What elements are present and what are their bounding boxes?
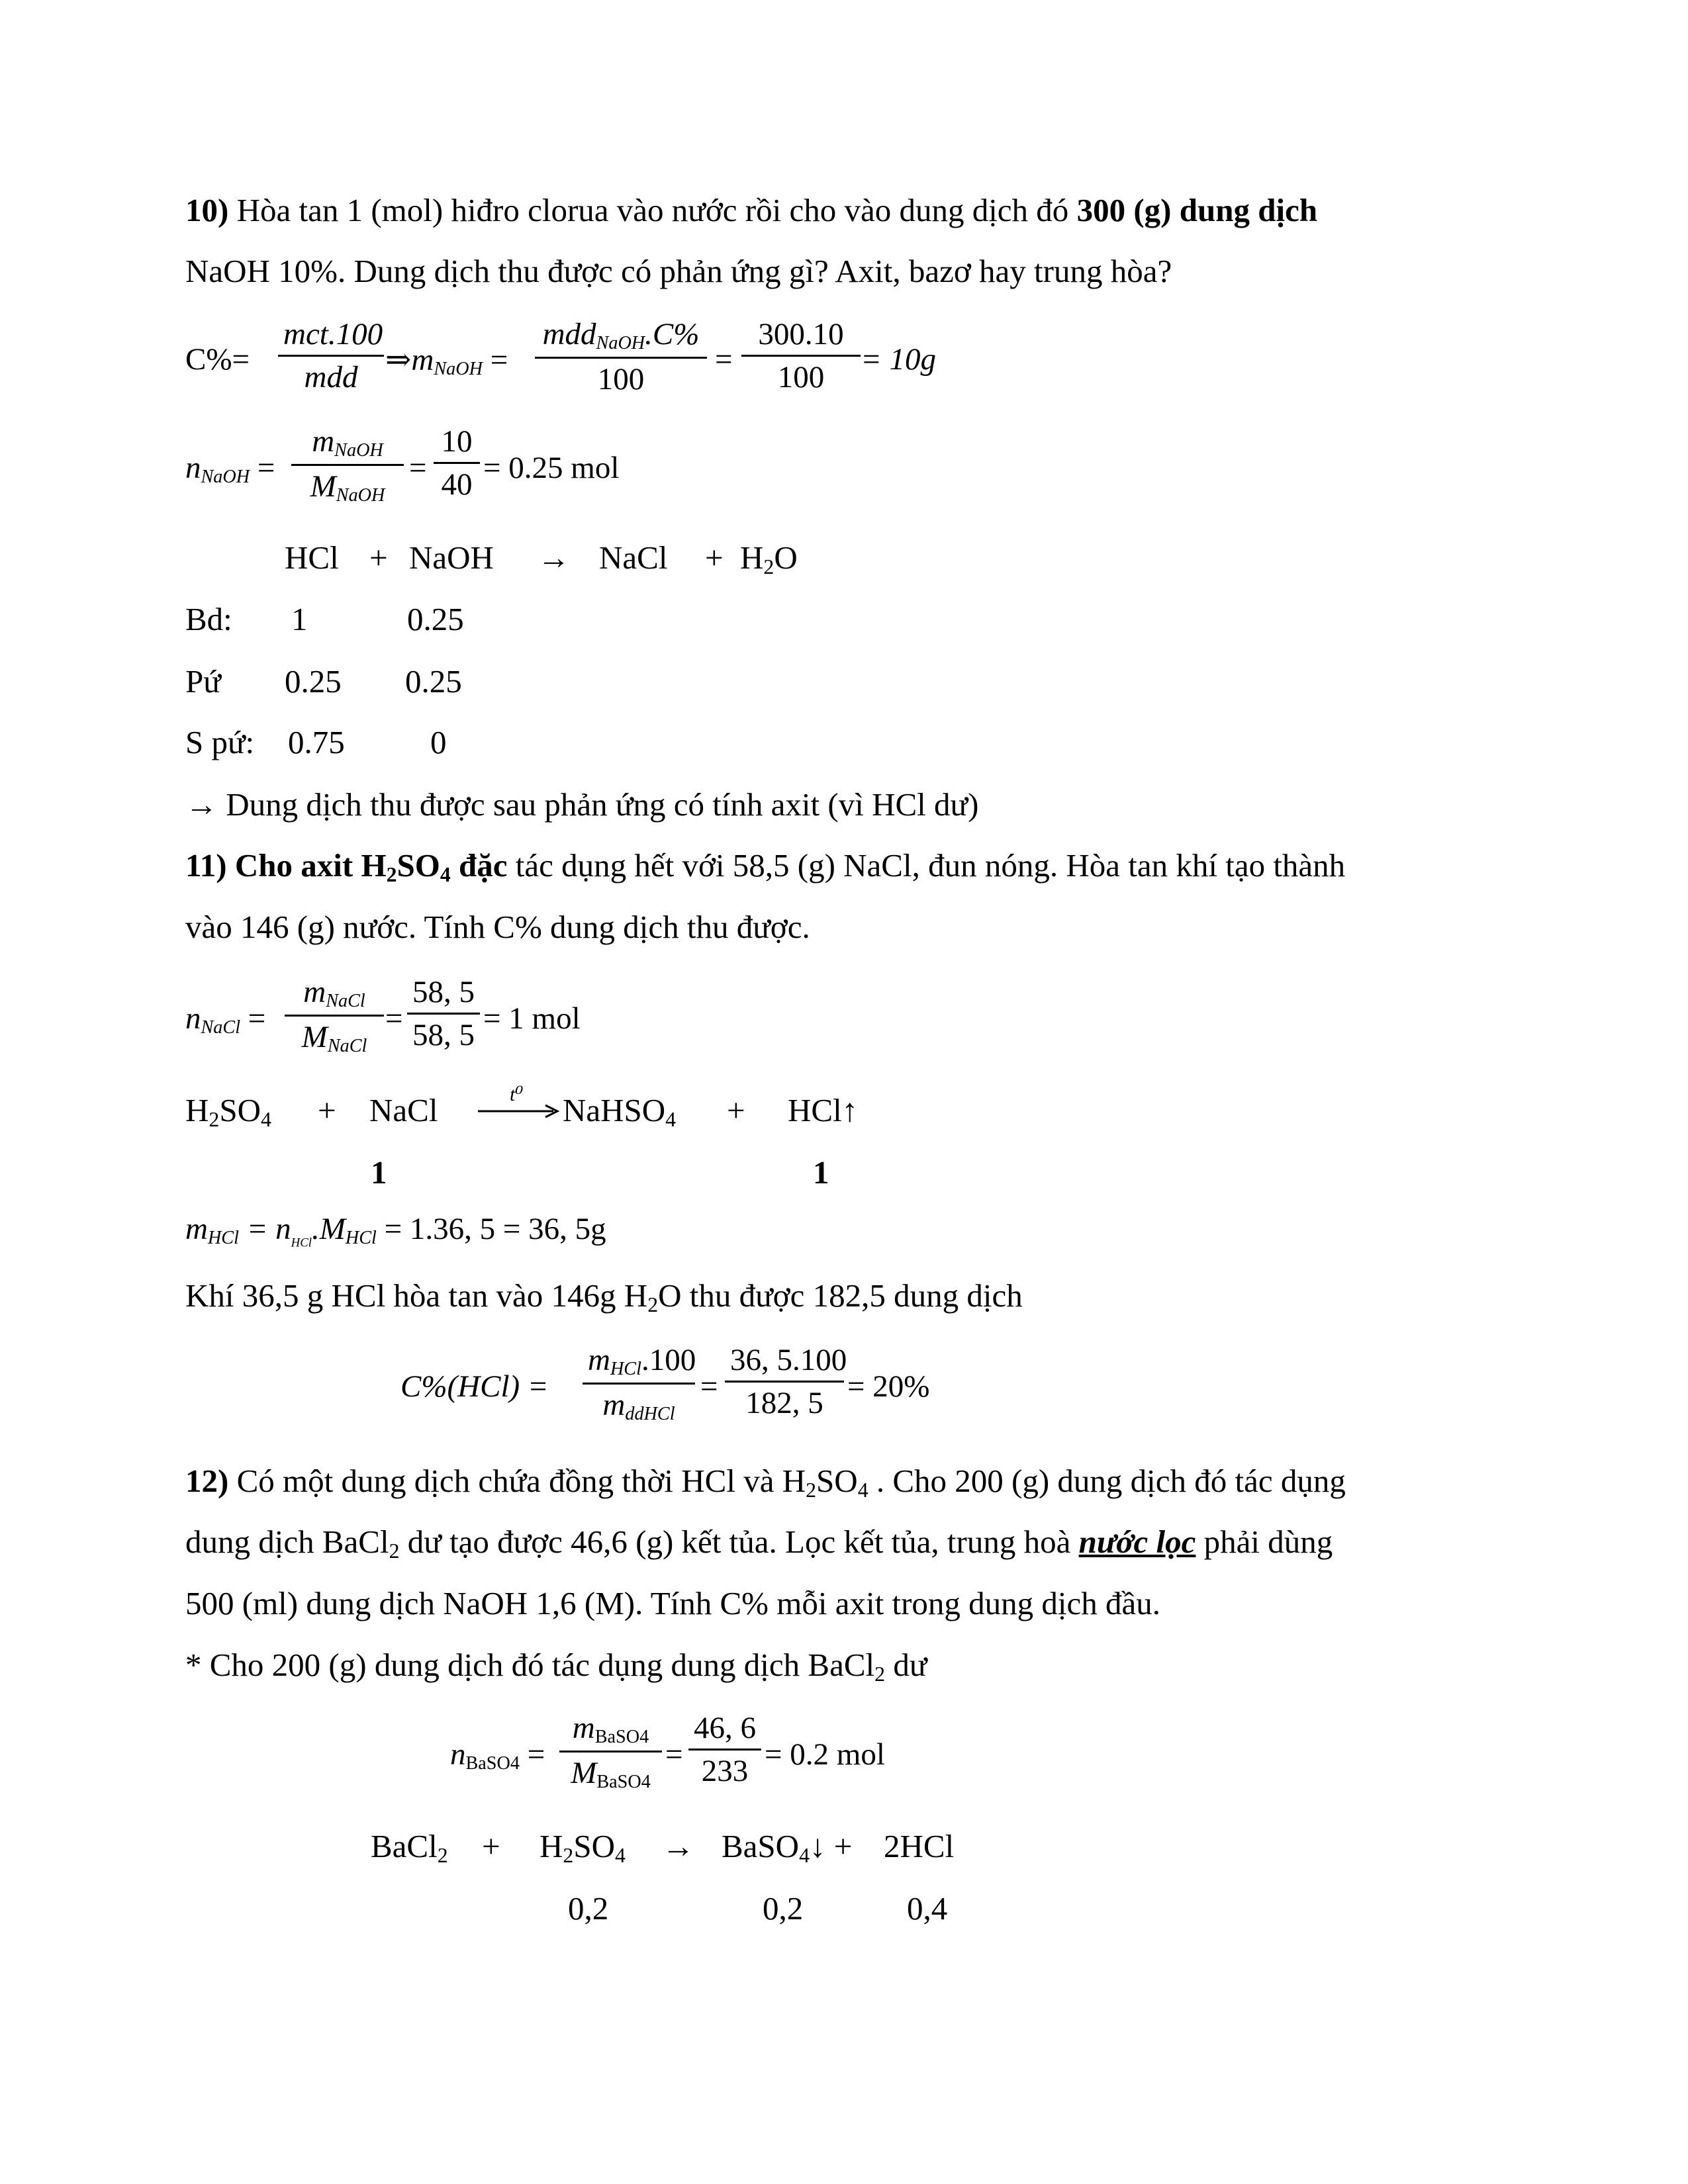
q10-frac1: mct.100 mdd: [278, 316, 384, 395]
q11-number: 11): [185, 847, 227, 884]
q11-mhcl-line: $m_{HCl} = n_{HCl}.M_{HCl} = 1.36$, 5 = 36, 5g: [185, 1212, 606, 1250]
q12-coef: 0,2: [763, 1890, 804, 1927]
q12-reaction-h2so4: $H_2SO_4$: [539, 1828, 626, 1867]
q12-line2: dung dịch BaCl$_2$ dư tạo được 46,6 (g) kết tủa. Lọc kết tủa, trung hoà nước lọc phải dùng: [185, 1524, 1333, 1563]
q10-implies: $\Rightarrow m_{NaOH}$ =: [385, 343, 508, 380]
q11-coef: 1: [813, 1154, 829, 1191]
q11-cpct-label: C%(HCl) =: [400, 1369, 549, 1404]
q11-line1: 11) Cho axit $H_2SO_4$ đặc tác dụng hết với 58,5 (g) NaCl, đun nóng. Hòa tan khí tạo thành: [185, 847, 1346, 886]
q11-frac1: $m_{NaCl}$ $M_{NaCl}$: [285, 974, 384, 1057]
q10-row-a: 0.25: [285, 663, 342, 700]
q10-frac2: mdd$_{NaOH}$.C% 100: [535, 316, 707, 397]
q10-row-label: Pứ: [185, 663, 221, 700]
q10-reaction-naoh: NaOH: [409, 539, 494, 576]
q11-reaction-plus: +: [318, 1092, 336, 1128]
q10-text: Hòa tan 1 (mol) hiđro clorua vào nước rồi cho vào dung dịch đó: [228, 192, 1077, 228]
q10-eq3: =: [409, 451, 427, 485]
q10-conclusion: → Dung dịch thu được sau phản ứng có tính axit (vì HCl dư): [185, 786, 979, 823]
q11-frac2: $\frac{58, 5}{58, 5}$: [407, 974, 480, 1053]
q10-row-b: 0.25: [407, 601, 464, 637]
q10-reaction-h2o: $H_2O$: [740, 539, 798, 578]
q11-dissolve: Khí 36,5 g HCl hòa tan vào 146g $H_2O$ thu được 182,5 dung dịch: [185, 1277, 1023, 1316]
q12-reaction-baso4: BaSO$_4$↓ +: [722, 1828, 853, 1867]
q12-n-baso4: $n_{BaSO4}$ =: [450, 1737, 545, 1774]
q11-reaction-h2so4: $H_2SO_4$: [185, 1092, 271, 1131]
q10-row-label: S pứ:: [185, 724, 255, 760]
q12-reaction-arrow: →: [662, 1828, 694, 1864]
q10-row-a: 1: [291, 601, 308, 637]
q10-line2: NaOH 10%. Dung dịch thu được có phản ứng gì? Axit, bazơ hay trung hòa?: [185, 253, 1172, 289]
q10-result2: = 0.25 mol: [483, 451, 620, 485]
q11-eq2: =: [700, 1369, 718, 1404]
q12-frac2: $\frac{46, 6}{233}$: [688, 1710, 761, 1789]
q10-frac5: $\frac{10}{40}$: [434, 424, 480, 502]
q11-frac3: $m_{HCl}.100$ $m_{ddHCl}$: [583, 1342, 695, 1425]
q12-line1: 12) Có một dung dịch chứa đồng thời HCl và $H_2SO_4$ . Cho 200 (g) dung dịch đó tác dụng: [185, 1463, 1346, 1502]
q10-row-a: 0.75: [288, 724, 345, 760]
q12-underlined: nước lọc: [1078, 1524, 1196, 1560]
q10-reaction-plus2: +: [705, 539, 724, 576]
q11-n-nacl: $n_{NaCl}$ =: [185, 1001, 266, 1038]
q10-row-label: Bd:: [185, 601, 232, 637]
q12-line3: 500 (ml) dung dịch NaOH 1,6 (M). Tính C% mỗi axit trong dung dịch đầu.: [185, 1585, 1160, 1621]
q11-eq: =: [385, 1001, 403, 1036]
q12-reaction-hcl: 2HCl: [884, 1828, 955, 1864]
q11-line2: vào 146 (g) nước. Tính C% dung dịch thu được.: [185, 909, 810, 945]
q10-reaction-hcl: HCl: [285, 539, 339, 576]
q10-n-naoh: $n_{NaOH}$ =: [185, 451, 275, 488]
q11-coef: 1: [371, 1154, 387, 1191]
q10-row-b: 0.25: [405, 663, 462, 700]
q11-reaction-nacl: NaCl: [369, 1092, 438, 1128]
q12-coef: 0,2: [568, 1890, 609, 1927]
q10-line1: [185, 192, 1317, 229]
q11-reaction-nahso4: NaHSO$_4$: [563, 1092, 677, 1131]
q12-reaction-bacl2: BaCl$_2$: [371, 1828, 448, 1867]
q11-reaction-plus2: +: [727, 1092, 745, 1128]
q12-number: 12): [185, 1463, 229, 1499]
q12-result: = 0.2 mol: [765, 1737, 885, 1772]
q10-reaction-nacl: NaCl: [599, 539, 668, 576]
q12-eq: =: [665, 1737, 683, 1772]
q10-frac4: $m_{NaOH}$ $M_{NaOH}$: [291, 424, 404, 506]
q10-row-b: 0: [430, 724, 447, 760]
q10-number: 10): [185, 192, 229, 228]
q10-reaction-arrow: →: [538, 539, 570, 576]
q11-c-result: = 20%: [847, 1369, 930, 1404]
q12-frac1: $m_{BaSO4}$ $M_{BaSO4}$: [559, 1710, 662, 1793]
q12-line4: * Cho 200 (g) dung dịch đó tác dụng dung dịch BaCl$_2$ dư: [185, 1647, 927, 1686]
q11-result: = 1 mol: [483, 1001, 581, 1036]
q11-reaction-hcl: HCl↑: [788, 1092, 859, 1128]
q10-bold: 300 (g) dung dịch: [1076, 192, 1318, 228]
q10-cpct-label: C%=: [185, 342, 250, 377]
q11-frac4: $\frac{36, 5.100}{182, 5}$: [725, 1342, 844, 1421]
q10-reaction-plus1: +: [369, 539, 388, 576]
q11-reaction-arrow: t⁰: [477, 1091, 563, 1130]
q10-frac3: $\frac{300.10}{100}$: [741, 316, 861, 395]
q10-result1: = 10g: [861, 342, 936, 377]
q12-coef: 0,4: [907, 1890, 948, 1927]
q10-eq2: =: [715, 342, 733, 377]
q12-reaction-plus: +: [482, 1828, 500, 1864]
